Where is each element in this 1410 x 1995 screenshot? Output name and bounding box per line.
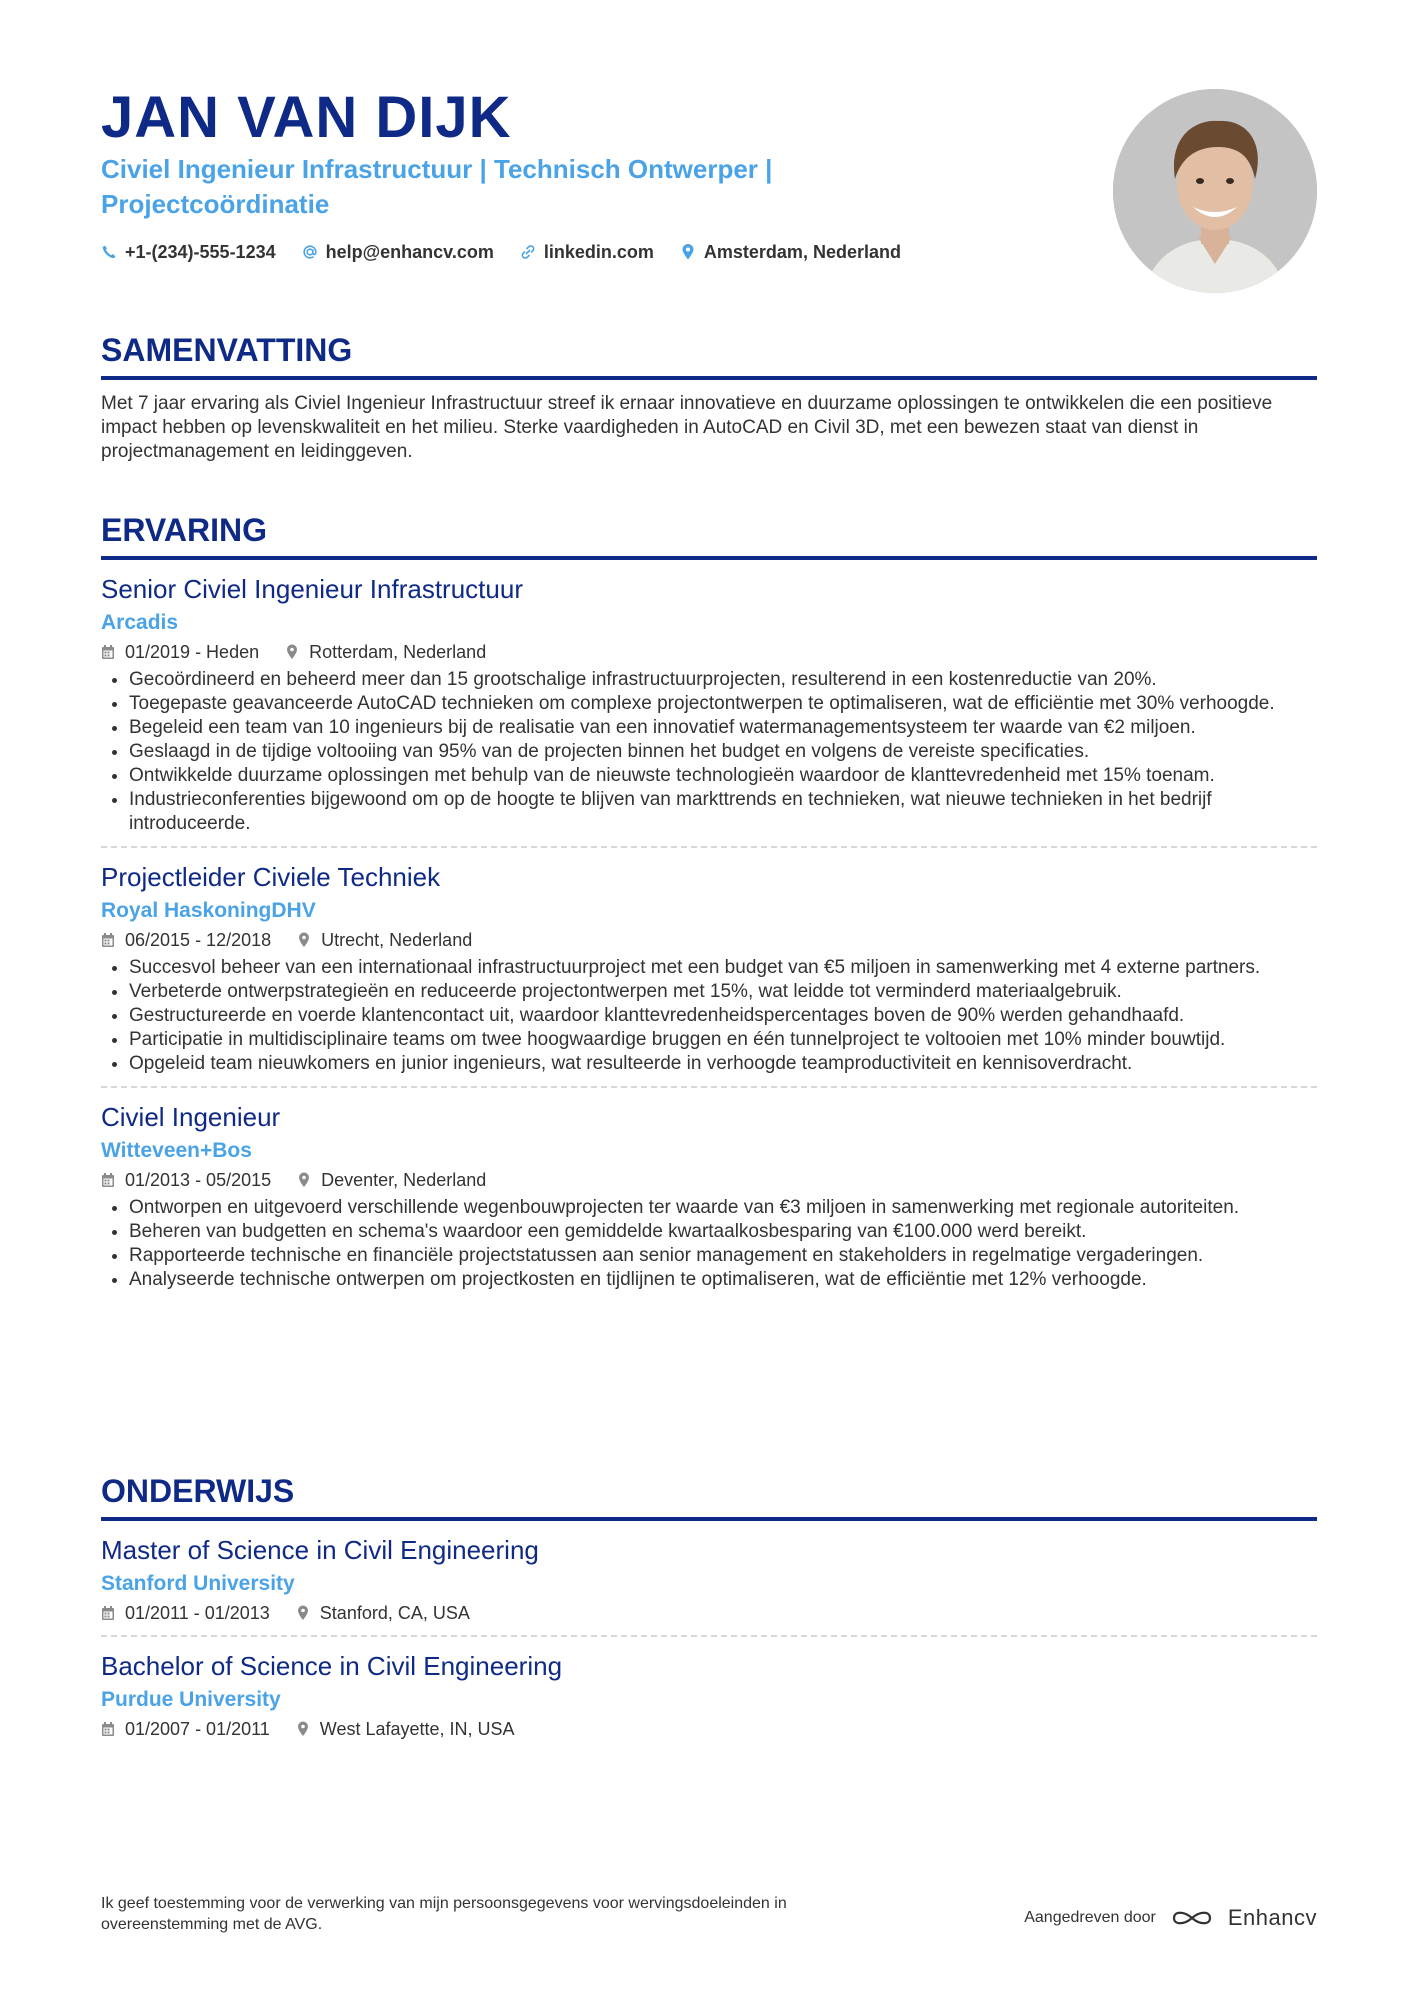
school-name: Purdue University	[101, 1688, 281, 1711]
enhancv-logo-icon	[1170, 1907, 1214, 1929]
job-title: Projectleider Civiele Techniek	[101, 862, 441, 892]
location-pin-icon	[297, 932, 311, 948]
job-dates	[101, 640, 259, 664]
bullet-item: • Toegepaste geavanceerde AutoCAD technieken om complexe projectontwerpen te optimaliseren, wat de efficiëntie met 30% verhoogde.	[129, 692, 1317, 716]
education-dates	[101, 1601, 270, 1625]
bullet-item: • Ontworpen en uitgevoerd verschillende wegenbouwprojecten ter waarde van €3 miljoen in samenwerking met regionale autoriteiten.	[129, 1196, 1317, 1220]
company-name: Royal HaskoningDHV	[101, 899, 316, 922]
education-location-text: Stanford, CA, USA	[319, 1603, 470, 1623]
job-location	[297, 928, 472, 952]
calendar-icon	[101, 932, 115, 948]
calendar-icon	[101, 1721, 115, 1737]
job-meta	[101, 928, 1317, 952]
job-title: Senior Civiel Ingenieur Infrastructuur	[101, 574, 523, 604]
education-location	[296, 1717, 515, 1741]
calendar-icon	[101, 1605, 115, 1621]
job-title: Civiel Ingenieur	[101, 1102, 281, 1132]
contact-location	[680, 240, 901, 264]
bullet-item: • Gecoördineerd en beheerd meer dan 15 grootschalige infrastructuurprojecten, resulterend in een kostenreductie van 20%.	[129, 668, 1317, 692]
job-location	[297, 1168, 486, 1192]
education-heading: ONDERWIJS	[101, 1473, 295, 1509]
job-meta	[101, 640, 1317, 664]
bullet-item: • Analyseerde technische ontwerpen om projectkosten en tijdlijnen te optimaliseren, wat de efficiëntie met 12% verhoogde.	[129, 1268, 1317, 1292]
location-pin-icon	[296, 1721, 310, 1737]
job-location-text: Rotterdam, Nederland	[309, 642, 487, 662]
contact-linkedin-text: linkedin.com	[543, 242, 654, 262]
bullet-item: • Rapporteerde technische en financiële projectstatussen aan senior management en stakeholders in regelmatige vergaderingen.	[129, 1244, 1317, 1268]
education-meta	[101, 1601, 1317, 1625]
education-entry	[101, 1533, 1317, 1625]
section-divider	[101, 1517, 1317, 1521]
avatar-portrait-icon	[1113, 89, 1317, 293]
profile-photo	[1113, 89, 1317, 293]
contact-location-text: Amsterdam, Nederland	[703, 242, 901, 262]
section-divider	[101, 376, 1317, 380]
contact-linkedin[interactable]	[520, 240, 654, 264]
job-dates-text: 06/2015 - 12/2018	[125, 930, 272, 950]
job-meta	[101, 1168, 1317, 1192]
degree-title: Bachelor of Science in Civil Engineering	[101, 1651, 563, 1681]
education-section	[101, 1471, 1317, 1741]
job-bullets	[101, 1196, 1317, 1292]
footer	[101, 1893, 1317, 1953]
candidate-title: Civiel Ingenieur Infrastructuur | Technisch Ontwerper | Projectcoördinatie	[101, 154, 773, 219]
job-dates-text: 01/2019 - Heden	[125, 642, 260, 662]
contact-email-text: help@enhancv.com	[325, 242, 494, 262]
school-name: Stanford University	[101, 1572, 295, 1595]
bullet-item: • Verbeterde ontwerpstrategieën en reduceerde projectontwerpen met 15%, wat leidde tot verminderd materiaalgebruik.	[129, 980, 1317, 1004]
powered-by[interactable]	[1024, 1905, 1317, 1931]
summary-text: Met 7 jaar ervaring als Civiel Ingenieur Infrastructuur streef ik ernaar innovatieve en duurzame oplossingen te ontwikkelen die een positieve impact hebben op levenskwaliteit en het milieu. Sterke vaardigheden in AutoCAD en Civil 3D, met een bewezen staat van dienst in projectmanagement en leidinggeven.	[101, 393, 1273, 462]
calendar-icon	[101, 1172, 115, 1188]
summary-section	[101, 330, 1317, 464]
location-pin-icon	[297, 1172, 311, 1188]
job-bullets	[101, 668, 1317, 836]
job-dates	[101, 928, 271, 952]
entry-divider	[101, 1635, 1317, 1637]
experience-entry	[101, 860, 1317, 1076]
education-dates-text: 01/2011 - 01/2013	[125, 1603, 270, 1623]
section-divider	[101, 556, 1317, 560]
bullet-item: • Ontwikkelde duurzame oplossingen met behulp van de nieuwste technologieën waardoor de klanttevredenheid met 15% toenam.	[129, 764, 1317, 788]
education-location-text: West Lafayette, IN, USA	[319, 1719, 515, 1739]
contact-email[interactable]	[302, 240, 494, 264]
location-pin-icon	[296, 1605, 310, 1621]
job-dates-text: 01/2013 - 05/2015	[125, 1170, 272, 1190]
enhancv-brand: Enhancv	[1227, 1905, 1317, 1930]
at-icon	[302, 243, 318, 261]
bullet-item: • Begeleid een team van 10 ingenieurs bij de realisatie van een innovatief watermanagementsysteem ter waarde van €2 miljoen.	[129, 716, 1317, 740]
powered-by-label: Aangedreven door	[1024, 1909, 1156, 1926]
contact-phone[interactable]	[101, 240, 276, 264]
candidate-name: JAN VAN DIJK	[101, 85, 512, 150]
job-location	[285, 640, 486, 664]
bullet-item: • Participatie in multidisciplinaire teams om twee hoogwaardige bruggen en één tunnelproject te voltooien met 10% minder bouwtijd.	[129, 1028, 1317, 1052]
experience-heading: ERVARING	[101, 512, 267, 548]
bullet-item: • Industrieconferenties bijgewoond om op de hoogte te blijven van markttrends en technieken, wat nieuwe technieken in het bedrijf introduceerde.	[129, 788, 1317, 836]
entry-divider	[101, 846, 1317, 848]
calendar-icon	[101, 644, 115, 660]
bullet-item: • Gestructureerde en voerde klantencontact uit, waardoor klanttevredenheidspercentages boven de 90% werden gehandhaafd.	[129, 1004, 1317, 1028]
education-meta	[101, 1717, 1317, 1741]
gdpr-consent: Ik geef toestemming voor de verwerking van mijn persoonsgegevens voor wervingsdoeleinden in overeenstemming met de AVG.	[101, 1895, 787, 1933]
job-bullets	[101, 956, 1317, 1076]
summary-heading: SAMENVATTING	[101, 332, 353, 368]
bullet-item: • Geslaagd in de tijdige voltooiing van 95% van de projecten binnen het budget en volgens de vereiste specificaties.	[129, 740, 1317, 764]
experience-entry	[101, 572, 1317, 836]
location-pin-icon	[285, 644, 299, 660]
education-entry	[101, 1649, 1317, 1741]
contact-phone-text: +1-(234)-555-1234	[125, 242, 276, 262]
job-location-text: Deventer, Nederland	[321, 1170, 487, 1190]
experience-entry	[101, 1100, 1317, 1292]
bullet-item: • Beheren van budgetten en schema's waardoor een gemiddelde kwartaalkosbesparing van €100.000 werd bereikt.	[129, 1220, 1317, 1244]
job-dates	[101, 1168, 271, 1192]
education-location	[296, 1601, 470, 1625]
company-name: Witteveen+Bos	[101, 1139, 252, 1162]
link-icon	[520, 243, 536, 261]
degree-title: Master of Science in Civil Engineering	[101, 1535, 539, 1565]
entry-divider	[101, 1086, 1317, 1088]
location-pin-icon	[680, 243, 696, 261]
job-location-text: Utrecht, Nederland	[321, 930, 473, 950]
company-name: Arcadis	[101, 611, 179, 634]
contact-bar	[101, 240, 901, 264]
education-dates	[101, 1717, 270, 1741]
bullet-item: • Opgeleid team nieuwkomers en junior ingenieurs, wat resulteerde in verhoogde teamproductiviteit en kennisoverdracht.	[129, 1052, 1317, 1076]
bullet-item: • Succesvol beheer van een internationaal infrastructuurproject met een budget van €5 miljoen in samenwerking met 4 externe partners.	[129, 956, 1317, 980]
phone-icon	[101, 243, 117, 261]
education-dates-text: 01/2007 - 01/2011	[125, 1719, 270, 1739]
experience-section	[101, 510, 1317, 1292]
